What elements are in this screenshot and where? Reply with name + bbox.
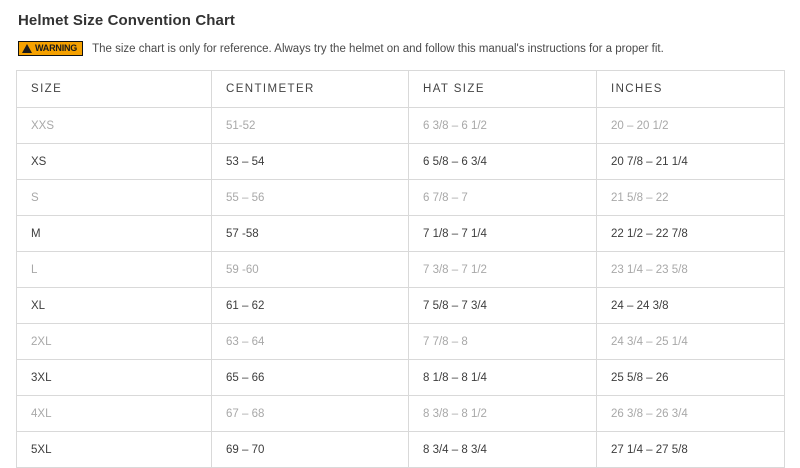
cell-inches: 25 5/8 – 26 — [597, 360, 785, 396]
cell-hat-size: 8 3/8 – 8 1/2 — [409, 396, 597, 432]
page-title: Helmet Size Convention Chart — [18, 12, 235, 29]
column-header-inches: INCHES — [597, 71, 785, 108]
cell-inches: 24 – 24 3/8 — [597, 288, 785, 324]
cell-centimeter: 69 – 70 — [212, 432, 409, 468]
cell-hat-size: 7 3/8 – 7 1/2 — [409, 252, 597, 288]
cell-size: 4XL — [17, 396, 212, 432]
table-row — [17, 396, 785, 432]
column-header-hat-size: HAT SIZE — [409, 71, 597, 108]
cell-inches: 20 – 20 1/2 — [597, 108, 785, 144]
warning-notice — [18, 41, 784, 56]
table-row — [17, 108, 785, 144]
cell-centimeter: 65 – 66 — [212, 360, 409, 396]
table-row — [17, 252, 785, 288]
cell-hat-size: 6 5/8 – 6 3/4 — [409, 144, 597, 180]
cell-inches: 24 3/4 – 25 1/4 — [597, 324, 785, 360]
cell-centimeter: 53 – 54 — [212, 144, 409, 180]
cell-size: 5XL — [17, 432, 212, 468]
cell-size: L — [17, 252, 212, 288]
cell-size: S — [17, 180, 212, 216]
cell-inches: 22 1/2 – 22 7/8 — [597, 216, 785, 252]
cell-centimeter: 61 – 62 — [212, 288, 409, 324]
table-row — [17, 432, 785, 468]
cell-hat-size: 7 1/8 – 7 1/4 — [409, 216, 597, 252]
cell-inches: 27 1/4 – 27 5/8 — [597, 432, 785, 468]
cell-hat-size: 8 1/8 – 8 1/4 — [409, 360, 597, 396]
cell-hat-size: 8 3/4 – 8 3/4 — [409, 432, 597, 468]
warning-badge — [18, 41, 83, 56]
cell-inches: 23 1/4 – 23 5/8 — [597, 252, 785, 288]
table-row — [17, 144, 785, 180]
warning-triangle-icon — [22, 44, 32, 53]
table-header — [17, 71, 785, 108]
cell-hat-size: 6 3/8 – 6 1/2 — [409, 108, 597, 144]
cell-centimeter: 63 – 64 — [212, 324, 409, 360]
cell-hat-size: 7 7/8 – 8 — [409, 324, 597, 360]
warning-notice-text: The size chart is only for reference. Always try the helmet on and follow this manual's instructions for a proper fit. — [92, 42, 664, 55]
table-row — [17, 360, 785, 396]
table-header-row — [17, 71, 785, 108]
cell-centimeter: 55 – 56 — [212, 180, 409, 216]
table-row — [17, 180, 785, 216]
cell-size: XL — [17, 288, 212, 324]
cell-inches: 21 5/8 – 22 — [597, 180, 785, 216]
cell-size: M — [17, 216, 212, 252]
table-row — [17, 288, 785, 324]
cell-size: XS — [17, 144, 212, 180]
cell-centimeter: 51-52 — [212, 108, 409, 144]
column-header-size: SIZE — [17, 71, 212, 108]
size-chart-table — [16, 70, 785, 468]
table-row — [17, 216, 785, 252]
cell-size: 3XL — [17, 360, 212, 396]
cell-centimeter: 57 -58 — [212, 216, 409, 252]
cell-inches: 26 3/8 – 26 3/4 — [597, 396, 785, 432]
cell-size: XXS — [17, 108, 212, 144]
table-row — [17, 324, 785, 360]
cell-size: 2XL — [17, 324, 212, 360]
cell-inches: 20 7/8 – 21 1/4 — [597, 144, 785, 180]
cell-hat-size: 6 7/8 – 7 — [409, 180, 597, 216]
cell-centimeter: 59 -60 — [212, 252, 409, 288]
table-body — [17, 108, 785, 468]
cell-centimeter: 67 – 68 — [212, 396, 409, 432]
column-header-centimeter: CENTIMETER — [212, 71, 409, 108]
warning-badge-label: WARNING — [35, 43, 78, 53]
cell-hat-size: 7 5/8 – 7 3/4 — [409, 288, 597, 324]
